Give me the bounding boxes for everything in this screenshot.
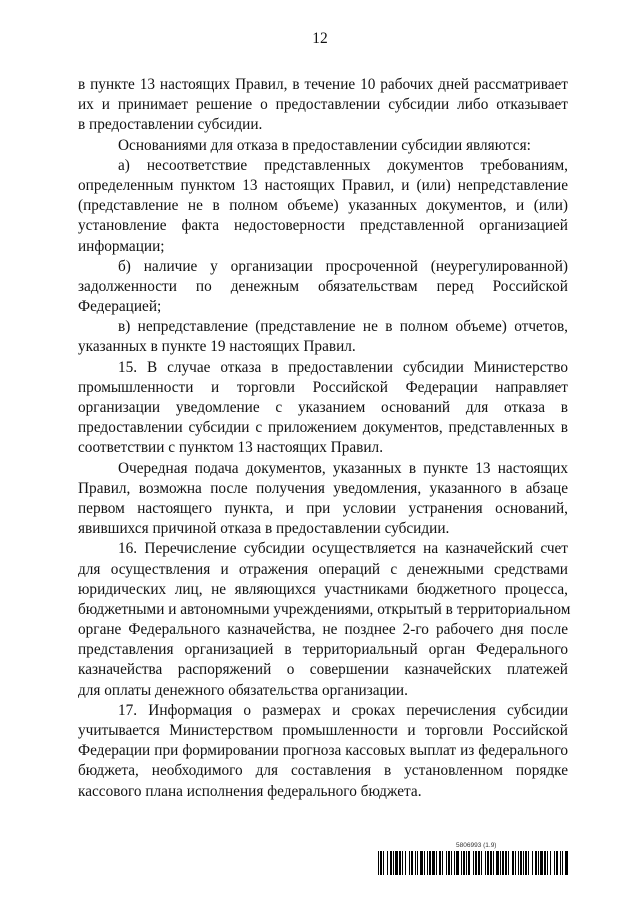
text-line: в пункте 13 настоящих Правил, в течение 10 рабочих дней рассматривает	[78, 76, 568, 93]
text-line: Федерации при формировании прогноза кассовых выплат из федерального	[78, 742, 568, 760]
text-line: явившихся причиной отказа в предоставлении субсидии.	[78, 520, 450, 538]
text-line: а) несоответствие представленных документов требованиям,	[118, 156, 568, 174]
text-line: (представление не в полном объеме) указанных документов, и (или)	[78, 197, 568, 215]
text-line: задолженности по денежным обязательствам перед Российской	[78, 277, 568, 295]
text-line: предоставлении субсидии с приложением документов, представленных в	[78, 419, 568, 437]
text-line: юридических лиц, не являющихся участниками бюджетного процесса,	[78, 580, 568, 598]
page-number: 12	[312, 30, 328, 47]
text-line: в) непредставление (представление не в полном объеме) отчетов,	[118, 318, 568, 336]
barcode-icon	[378, 851, 568, 875]
text-line: в предоставлении субсидии.	[78, 116, 263, 134]
text-line: Правил, возможна после получения уведомления, указанного в абзаце	[78, 479, 568, 497]
text-line: казначейства распоряжений о совершении казначейских платежей	[78, 661, 568, 679]
text-line: представления организацией в территориальный орган Федерального	[78, 641, 568, 659]
text-line: 16. Перечисление субсидии осуществляется на казначейский счет	[118, 540, 568, 558]
document-body	[78, 75, 571, 802]
text-line: определенным пунктом 13 настоящих Правил, и (или) непредставление	[78, 176, 568, 194]
text-line: соответствии с пунктом 13 настоящих Правил.	[78, 439, 384, 457]
text-line: промышленности и торговли Российской Федерации направляет	[78, 378, 568, 396]
text-line: учитывается Министерством промышленности и торговли Российской	[78, 722, 568, 739]
text-line: 15. В случае отказа в предоставлении субсидии Министерство	[118, 358, 568, 376]
text-line: указанных в пункте 19 настоящих Правил.	[78, 338, 356, 356]
text-line: установление факта недостоверности представленной организацией	[78, 217, 568, 235]
text-line: кассового плана исполнения федерального бюджета.	[78, 782, 422, 800]
text-line: организации уведомление с указанием оснований для отказа в	[78, 399, 568, 416]
text-line: Федерацией;	[78, 298, 162, 316]
text-line: Очередная подача документов, указанных в пункте 13 настоящих	[118, 459, 568, 477]
text-line: первом настоящего пункта, и при условии устранения оснований,	[78, 499, 568, 517]
barcode-number: 5806993 (1.9)	[456, 842, 497, 849]
text-line: 17. Информация о размерах и сроках перечисления субсидии	[118, 701, 568, 719]
text-line: бюджетными и автономными учреждениями, открытый в территориальном	[78, 600, 571, 618]
text-line: б) наличие у организации просроченной (неурегулированной)	[118, 257, 568, 275]
text-line: органе Федерального казначейства, не позднее 2-го рабочего дня после	[78, 621, 568, 639]
text-line: для оплаты денежного обязательства организации.	[78, 681, 408, 699]
text-line: их и принимает решение о предоставлении субсидии либо отказывает	[78, 96, 568, 114]
text-line: информации;	[78, 237, 165, 255]
text-line: для осуществления и отражения операций с денежными средствами	[78, 560, 568, 578]
text-line: Основаниями для отказа в предоставлении субсидии являются:	[118, 136, 531, 154]
text-line: бюджета, необходимого для составления в установленном порядке	[78, 762, 568, 780]
